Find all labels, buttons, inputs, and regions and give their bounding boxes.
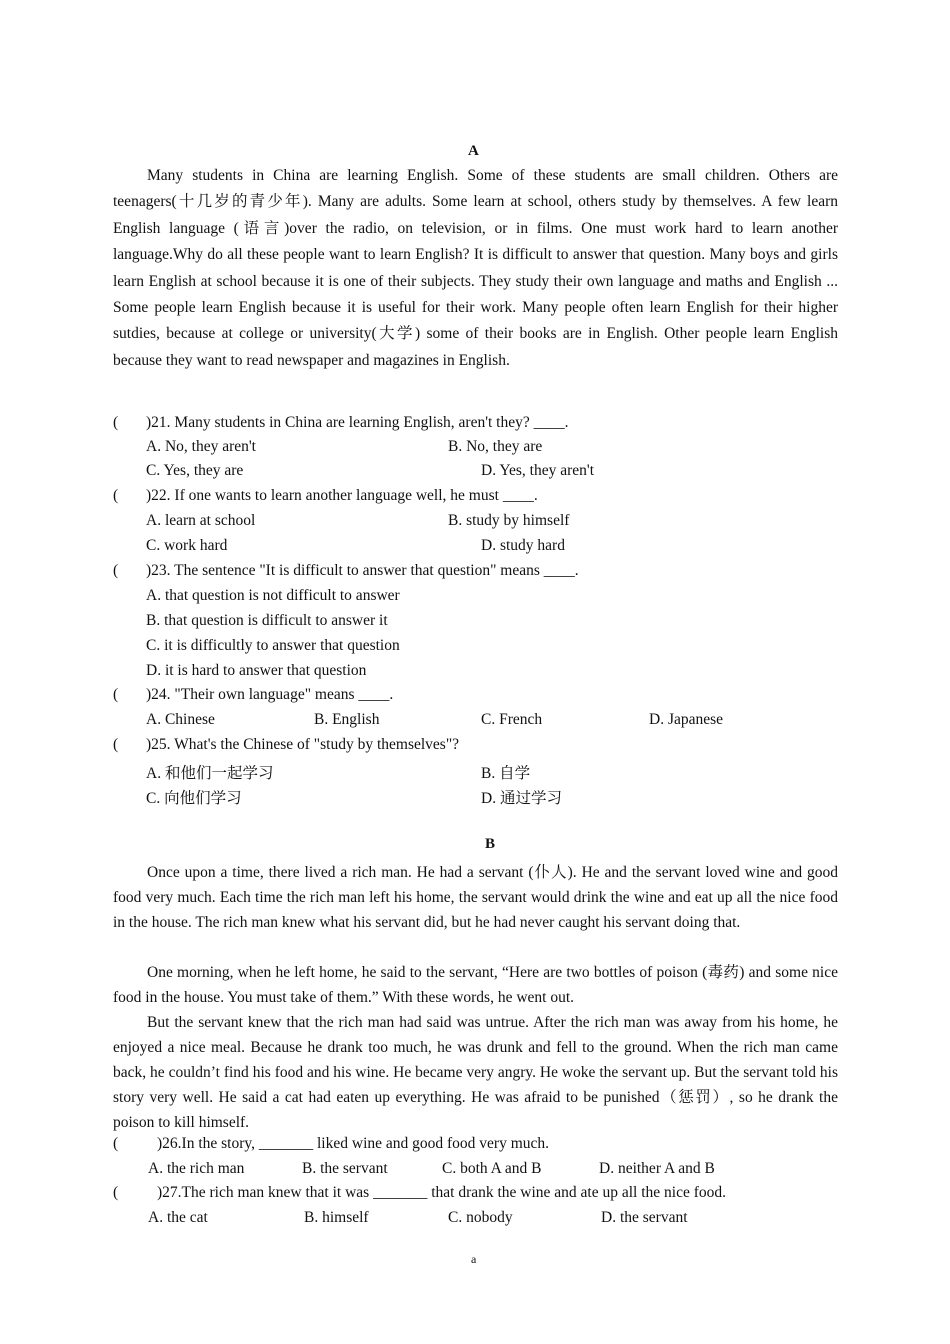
question-23-option-d: D. it is hard to answer that question: [146, 662, 367, 679]
question-23-option-c: C. it is difficultly to answer that question: [146, 637, 400, 654]
question-25-option-b: B. 自学: [481, 765, 531, 782]
question-27-option-a: A. the cat: [148, 1209, 208, 1226]
question-26-option-b: B. the servant: [302, 1160, 388, 1177]
question-25-stem: )25. What's the Chinese of "study by themselves"?: [146, 736, 460, 753]
question-25-option-d: D. 通过学习: [481, 790, 562, 807]
question-22-option-b: B. study by himself: [448, 512, 570, 529]
question-27-option-c: C. nobody: [448, 1209, 513, 1226]
question-21-option-d: D. Yes, they aren't: [481, 462, 595, 479]
answer-paren: (: [113, 1135, 119, 1152]
page-marker: a: [471, 1252, 477, 1266]
question-21-option-a: A. No, they aren't: [146, 438, 256, 455]
question-22-option-c: C. work hard: [146, 537, 228, 554]
section-b-paragraph-2: One morning, when he left home, he said to the servant, “Here are two bottles of poison (毒药) and some nice food in the house. You must take of them.” With these words, he went out.: [113, 964, 838, 1006]
question-21-stem: )21. Many students in China are learning English, aren't they? ____.: [146, 414, 569, 431]
question-26-option-d: D. neither A and B: [599, 1160, 715, 1177]
question-22-stem: )22. If one wants to learn another language well, he must ____.: [146, 487, 538, 504]
question-24-option-b: B. English: [314, 711, 380, 728]
question-22-option-a: A. learn at school: [146, 512, 256, 529]
question-27-option-b: B. himself: [304, 1209, 369, 1226]
answer-paren: (: [113, 686, 119, 703]
question-26-stem: )26.In the story, _______ liked wine and good food very much.: [157, 1135, 550, 1152]
section-b-paragraph-1: Once upon a time, there lived a rich man. He had a servant (仆人). He and the servant loved wine and good food very much. Each time the rich man left his home, the servant would drink the wine and eat up all the nice food in the house. The rich man knew what his servant did, but he had never caught his servant doing that.: [113, 864, 838, 931]
answer-paren: (: [113, 736, 119, 753]
question-21-option-b: B. No, they are: [448, 438, 543, 455]
question-26-option-a: A. the rich man: [148, 1160, 245, 1177]
question-23-stem: )23. The sentence "It is difficult to answer that question" means ____.: [146, 562, 579, 579]
question-24-option-d: D. Japanese: [649, 711, 724, 728]
question-26-option-c: C. both A and B: [442, 1160, 542, 1177]
question-24-option-a: A. Chinese: [146, 711, 215, 728]
section-b-title: B: [485, 836, 496, 852]
answer-paren: (: [113, 487, 119, 504]
answer-paren: (: [113, 414, 119, 431]
question-27-stem: )27.The rich man knew that it was _______ that drank the wine and ate up all the nice food.: [157, 1184, 727, 1201]
section-a-passage: Many students in China are learning English. Some of these students are small children. Others are teenagers(十几岁的青少年). Many are adults. Some learn at school, others study by themselves. A few learn English language (语言)over the radio, on television, or in films. One must work hard to learn another language.Why do all these people want to learn English? It is difficult to answer that question. Many boys and girls learn English at school because it is one of their subjects. They study their own language and maths and English ... Some people learn English because it is useful for their work. Many people often learn English for their higher sutdies, because at college or university(大学) some of their books are in English. Other people learn English because they want to read newspaper and magazines in English.: [113, 167, 838, 369]
answer-paren: (: [113, 562, 119, 579]
question-21-option-c: C. Yes, they are: [146, 462, 244, 479]
question-23-option-a: A. that question is not difficult to answer: [146, 587, 400, 604]
question-24-option-c: C. French: [481, 711, 543, 728]
section-b-paragraph-3: But the servant knew that the rich man had said was untrue. After the rich man was away from his home, he enjoyed a nice meal. Because he drank too much, he was drunk and fell to the ground. When the rich man came back, he couldn’t find his food and his wine. He became very angry. He woke the servant up. But the servant told his story very well. He said a cat had eaten up everything. He was afraid to be punished（惩罚）, so he drank the poison to kill himself.: [113, 1014, 838, 1131]
section-a-title: A: [468, 143, 479, 159]
question-22-option-d: D. study hard: [481, 537, 565, 554]
answer-paren: (: [113, 1184, 119, 1201]
question-27-option-d: D. the servant: [601, 1209, 688, 1226]
question-25-option-c: C. 向他们学习: [146, 790, 242, 807]
question-23-option-b: B. that question is difficult to answer it: [146, 612, 388, 629]
question-24-stem: )24. "Their own language" means ____.: [146, 686, 394, 703]
question-25-option-a: A. 和他们一起学习: [146, 765, 274, 782]
